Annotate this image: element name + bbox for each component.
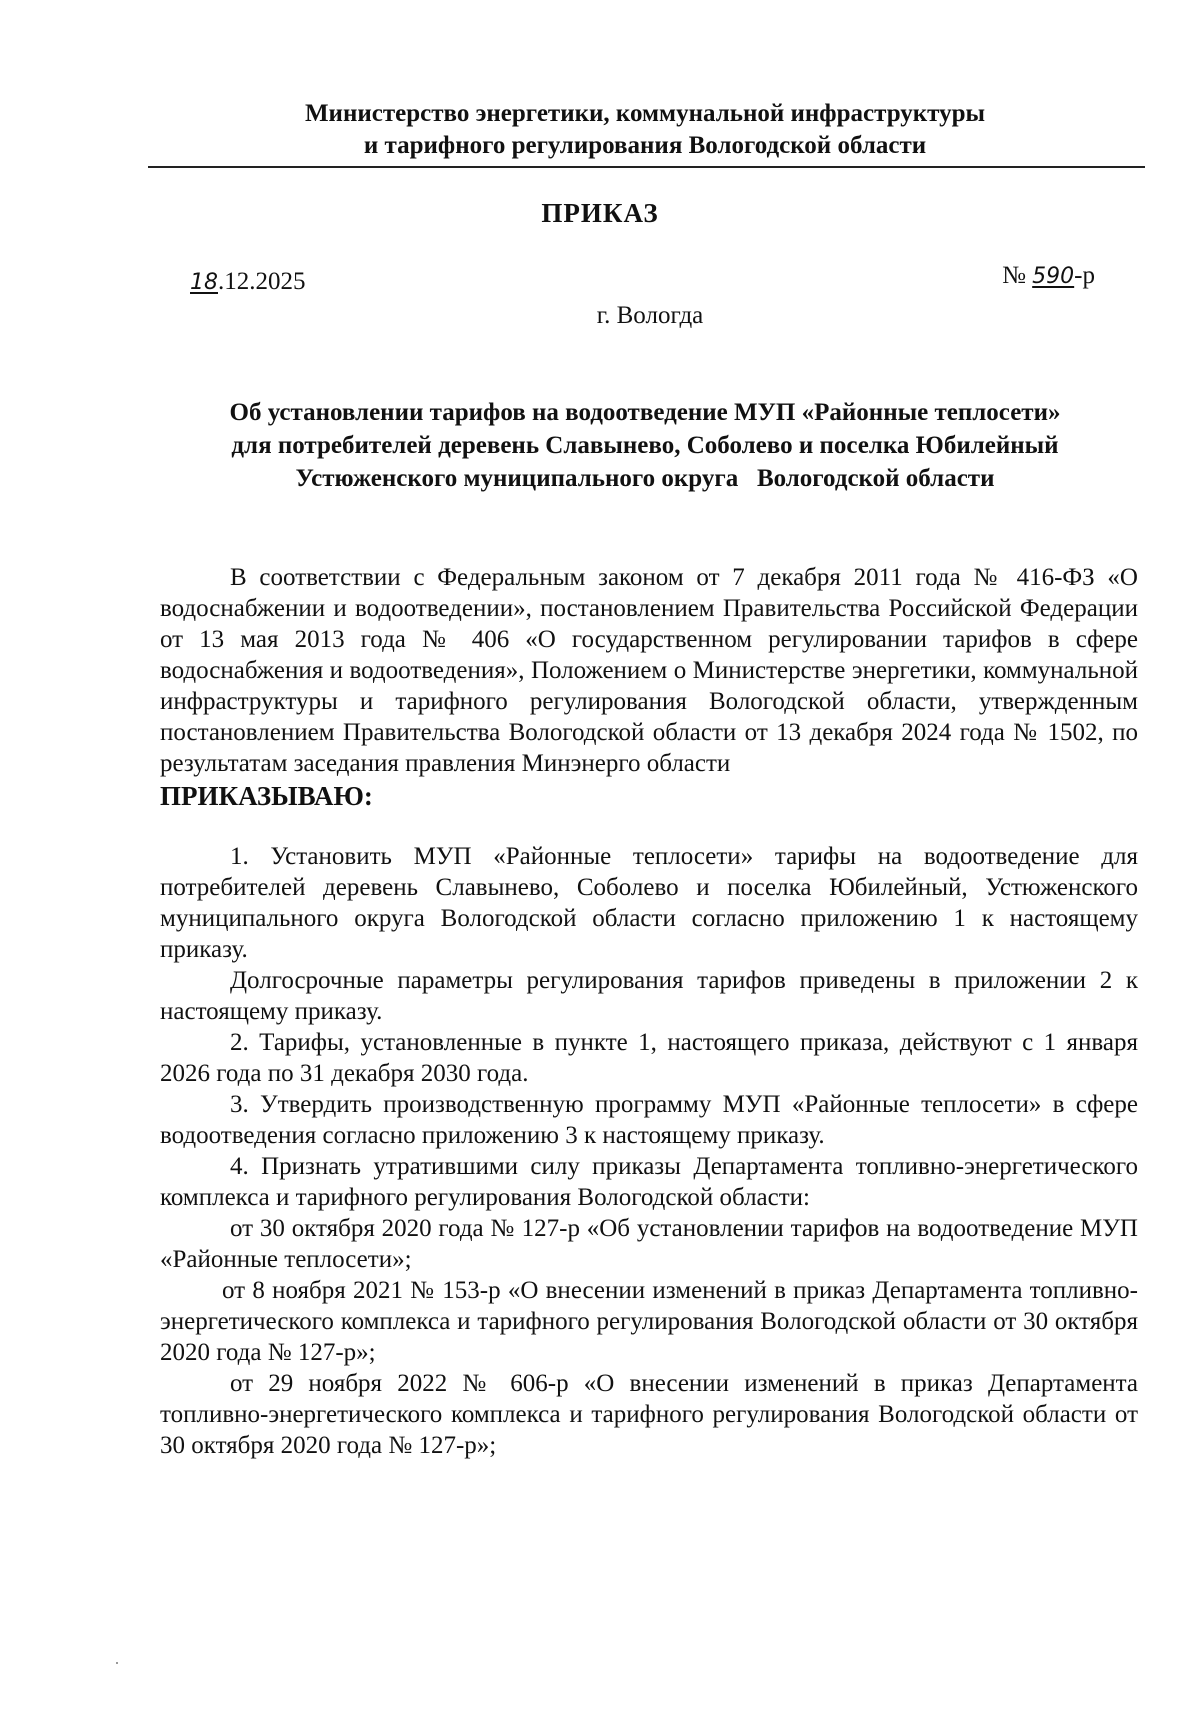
header-divider [148, 166, 1145, 168]
item-4: 4. Признать утратившими силу приказы Департамента топливно-энергетического комплекса и тарифного регулирования Вологодской области: [160, 1153, 1138, 1211]
item-1: 1. Установить МУП «Районные теплосети» тарифы на водоотведение для потребителей деревень Славынево, Соболево и поселка Юбилейный, Устюженского муниципального округа Вологодской области согласно приложению 1 к настоящему приказу. [160, 843, 1138, 963]
item-4-c: от 29 ноября 2022 № 606-р «О внесении изменений в приказ Департамента топливно-энергетического комплекса и тарифного регулирования Вологодской области от 30 октября 2020 года № 127-р»; [160, 1370, 1138, 1459]
order-body [160, 562, 1138, 1461]
intro-paragraph: В соответствии с Федеральным законом от 7 декабря 2011 года № 416-ФЗ «О водоснабжении и водоотведении», постановлением Правительства Российской Федерации от 13 мая 2013 года № 406 «О государственном регулировании тарифов в сфере водоснабжения и водоотведения», Положением о Министерстве энергетики, коммунальной инфраструктуры и тарифного регулирования Вологодской области, утвержденным постановлением Правительства Вологодской области от 13 декабря 2024 года № 1502, по результатам заседания правления Минэнерго области [160, 564, 1138, 777]
order-city: г. Вологда [596, 302, 704, 329]
item-1-params: Долгосрочные параметры регулирования тарифов приведены в приложении 2 к настоящему приказу. [160, 967, 1138, 1025]
ministry-line-1: Министерство энергетики, коммунальной инфраструктуры [304, 100, 986, 127]
subject-line-3: Устюженского муниципального округа Вологодской области [295, 465, 995, 492]
item-2: 2. Тарифы, установленные в пункте 1, настоящего приказа, действуют с 1 января 2026 года по 31 декабря 2030 года. [160, 1029, 1138, 1087]
order-number-prefix: № [1002, 262, 1026, 289]
item-4-a: от 30 октября 2020 года № 127-р «Об установлении тарифов на водоотведение МУП «Районные теплосети»; [160, 1215, 1138, 1273]
order-subject [150, 396, 1140, 495]
ministry-header [150, 98, 1140, 162]
order-date [190, 268, 306, 296]
order-number-value: 590 [1032, 264, 1075, 289]
item-3: 3. Утвердить производственную программу МУП «Районные теплосети» в сфере водоотведения согласно приложению 3 к настоящему приказу. [160, 1091, 1138, 1149]
order-title: ПРИКАЗ [541, 198, 659, 228]
subject-line-1: Об установлении тарифов на водоотведение МУП «Районные теплосети» [229, 399, 1061, 426]
item-4-b: от 8 ноября 2021 № 153-р «О внесении изменений в приказ Департамента топливно-энергетического комплекса и тарифного регулирования Вологодской области от 30 октября 2020 года № 127-р»; [160, 1277, 1138, 1366]
order-number-suffix: -р [1074, 262, 1095, 289]
ministry-line-2: и тарифного регулирования Вологодской области [363, 132, 927, 159]
order-date-rest: .12.2025 [218, 268, 306, 295]
order-number [1002, 262, 1095, 290]
scan-speck [116, 1662, 118, 1664]
order-date-day: 18 [190, 270, 218, 295]
subject-line-2: для потребителей деревень Славынево, Соболево и поселка Юбилейный [231, 432, 1059, 459]
order-command: ПРИКАЗЫВАЮ: [160, 781, 373, 811]
